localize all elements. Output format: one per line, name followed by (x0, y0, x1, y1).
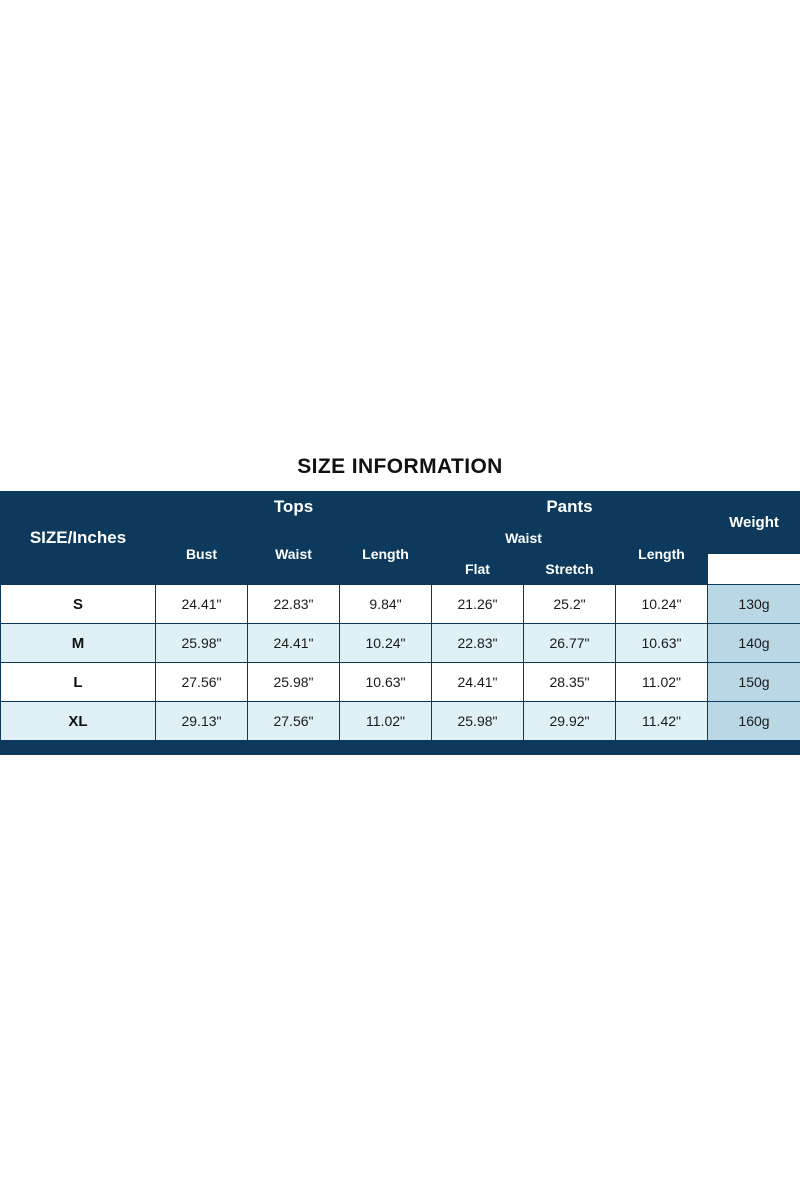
cell-pants-length: 11.02" (616, 663, 708, 702)
column-header-size: SIZE/Inches (1, 492, 156, 585)
cell-stretch: 28.35" (524, 663, 616, 702)
cell-tops-waist: 27.56" (248, 702, 340, 741)
cell-stretch: 26.77" (524, 624, 616, 663)
table-body (1, 585, 800, 741)
cell-tops-length: 11.02" (340, 702, 432, 741)
row-size-label: XL (1, 702, 156, 741)
column-group-pants: Pants (432, 492, 708, 523)
cell-bust: 25.98" (156, 624, 248, 663)
column-header-tops-length: Length (340, 523, 432, 585)
page-title: SIZE INFORMATION (297, 455, 503, 478)
cell-tops-waist: 25.98" (248, 663, 340, 702)
cell-tops-length: 10.24" (340, 624, 432, 663)
table-row (1, 702, 800, 741)
cell-tops-length: 9.84" (340, 585, 432, 624)
cell-weight: 150g (708, 663, 800, 702)
cell-pants-length: 11.42" (616, 702, 708, 741)
cell-bust: 27.56" (156, 663, 248, 702)
column-header-pants-waist: Waist (432, 523, 616, 554)
column-group-tops: Tops (156, 492, 432, 523)
row-size-label: L (1, 663, 156, 702)
column-header-bust: Bust (156, 523, 248, 585)
cell-stretch: 29.92" (524, 702, 616, 741)
cell-pants-length: 10.24" (616, 585, 708, 624)
cell-weight: 160g (708, 702, 800, 741)
cell-flat: 25.98" (432, 702, 524, 741)
table-row (1, 624, 800, 663)
bottom-divider (0, 741, 800, 755)
column-header-tops-waist: Waist (248, 523, 340, 585)
cell-tops-waist: 24.41" (248, 624, 340, 663)
cell-stretch: 25.2" (524, 585, 616, 624)
column-header-flat: Flat (432, 554, 524, 585)
row-size-label: M (1, 624, 156, 663)
cell-bust: 29.13" (156, 702, 248, 741)
cell-weight: 130g (708, 585, 800, 624)
cell-tops-waist: 22.83" (248, 585, 340, 624)
cell-tops-length: 10.63" (340, 663, 432, 702)
cell-pants-length: 10.63" (616, 624, 708, 663)
table-row (1, 663, 800, 702)
column-header-stretch: Stretch (524, 554, 616, 585)
cell-flat: 22.83" (432, 624, 524, 663)
table-header (1, 492, 800, 585)
cell-bust: 24.41" (156, 585, 248, 624)
column-header-weight: Weight (708, 492, 800, 554)
cell-weight: 140g (708, 624, 800, 663)
table-row (1, 585, 800, 624)
row-size-label: S (1, 585, 156, 624)
size-chart-table (0, 491, 800, 741)
cell-flat: 21.26" (432, 585, 524, 624)
size-information-panel (0, 455, 800, 755)
cell-flat: 24.41" (432, 663, 524, 702)
column-header-pants-length: Length (616, 523, 708, 585)
header-row-groups (1, 492, 800, 523)
